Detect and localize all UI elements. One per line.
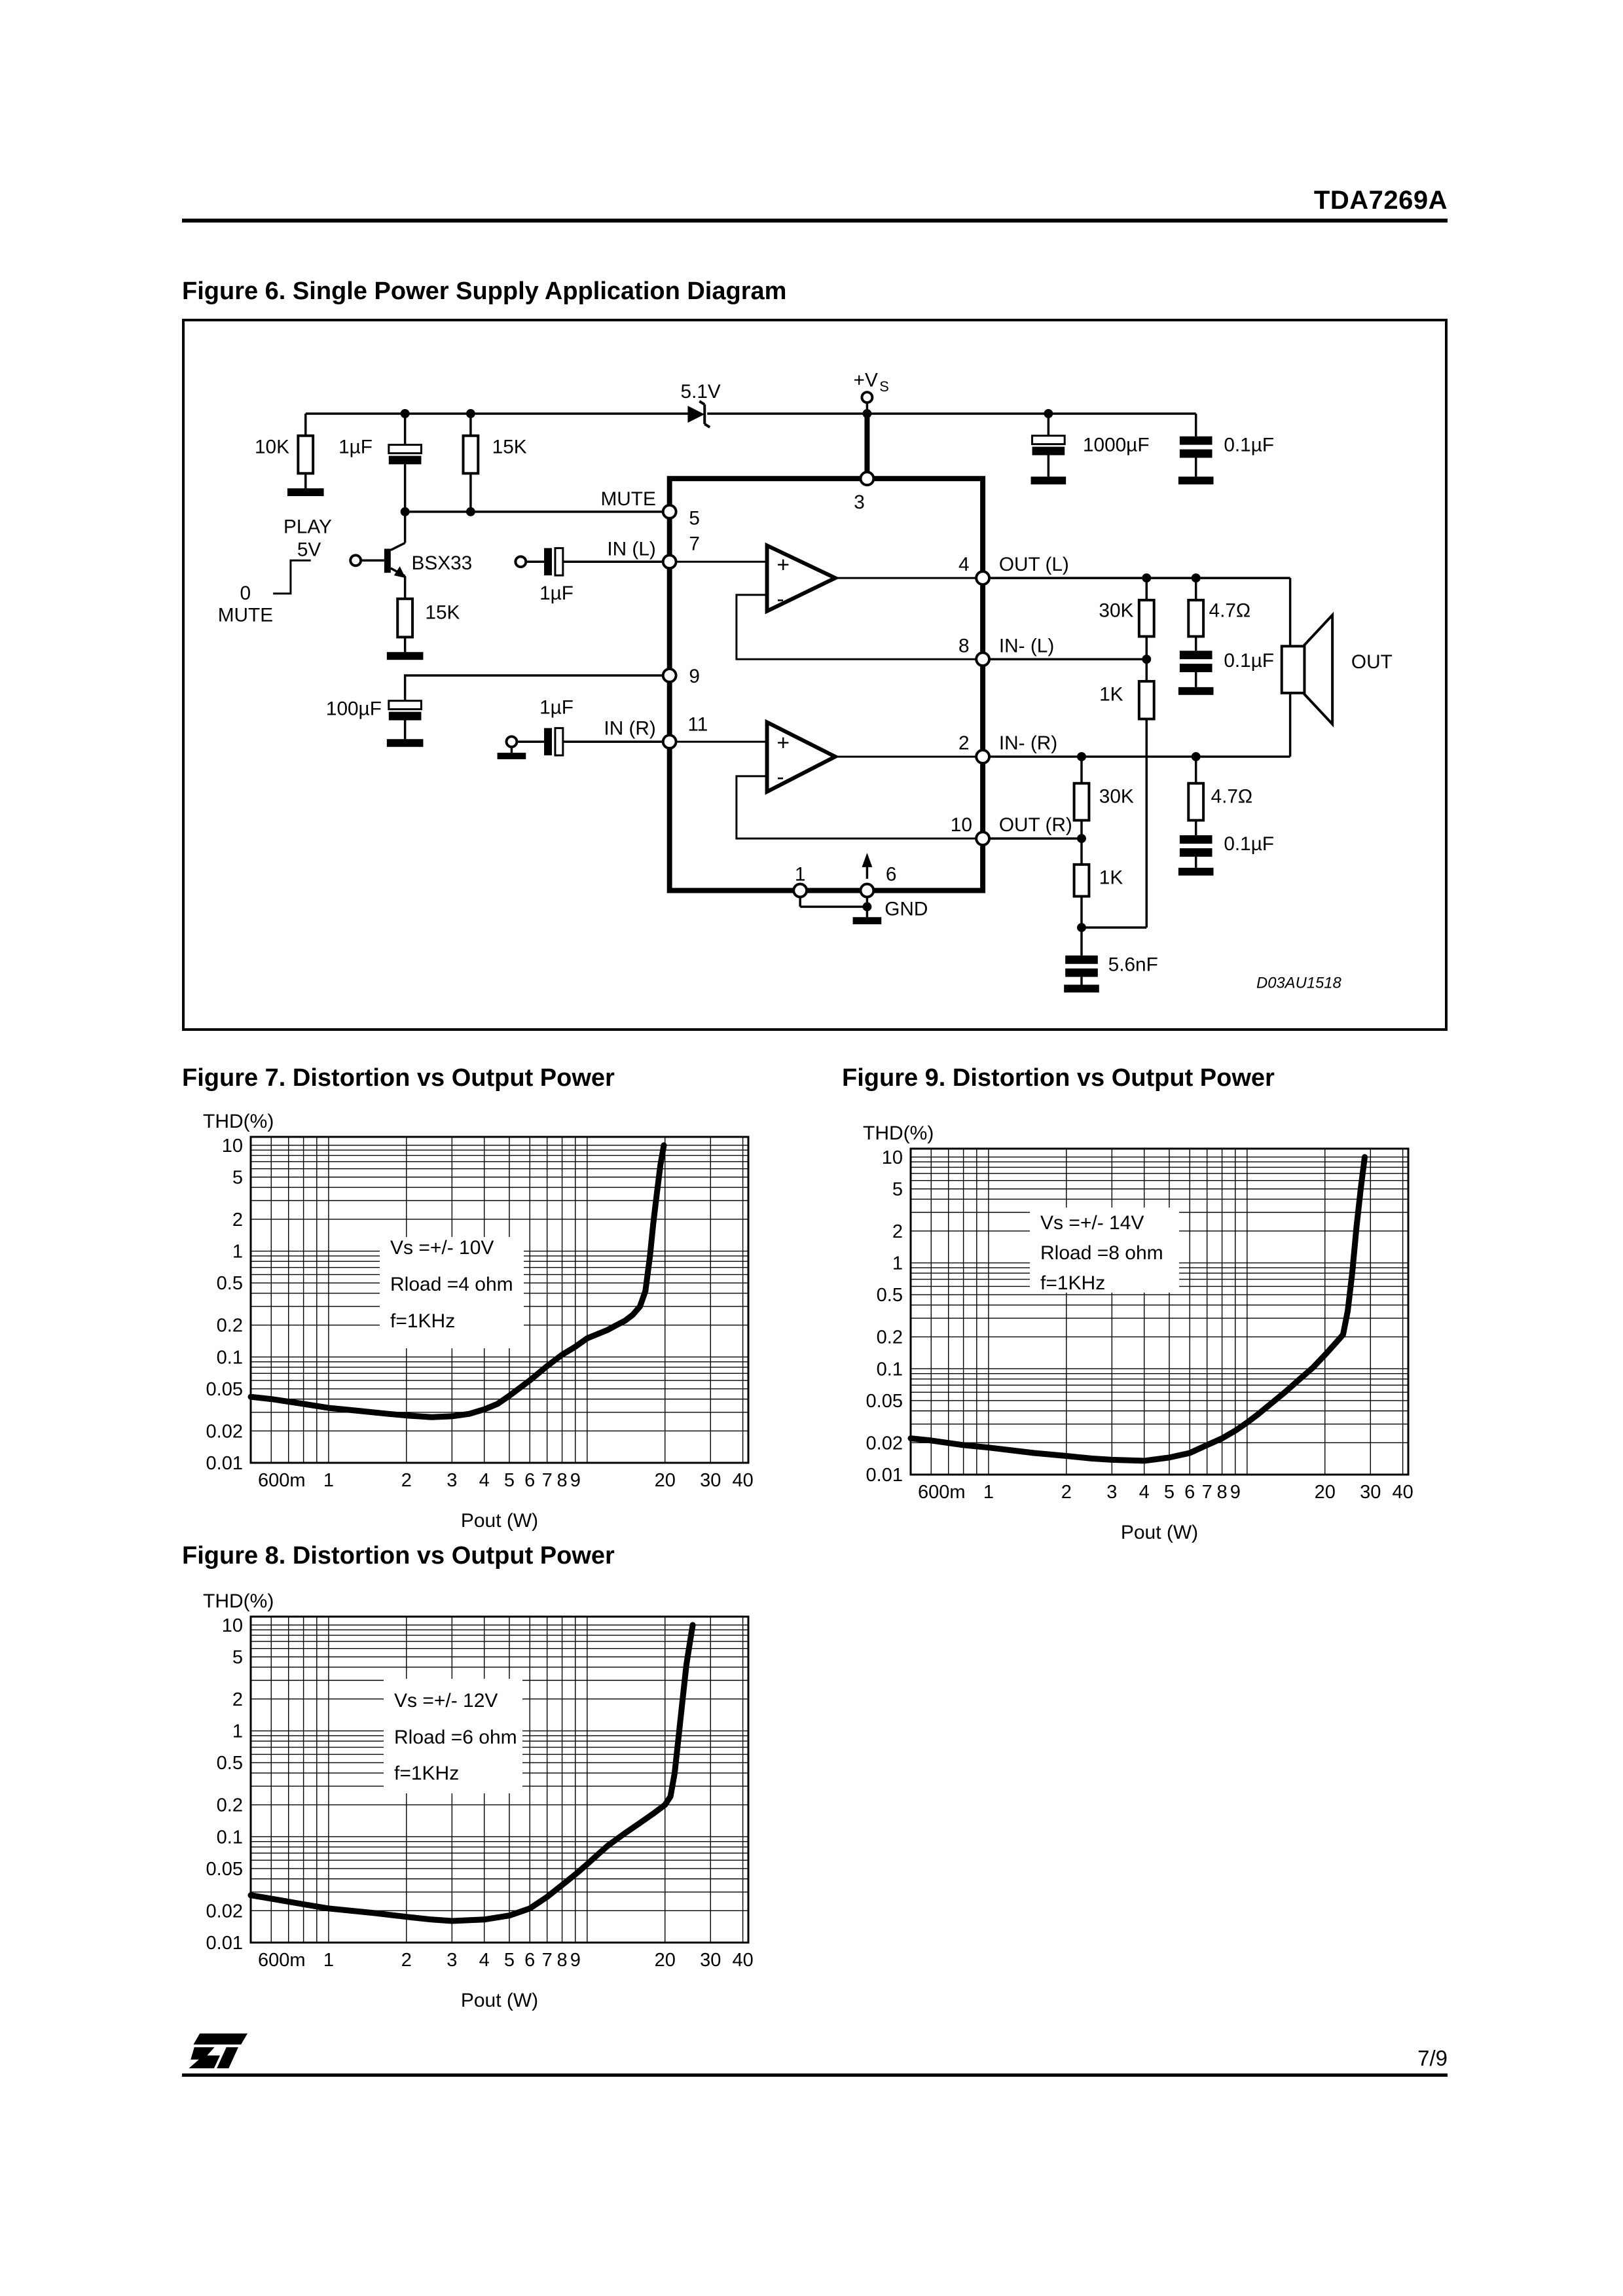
x-tick-label: 6 xyxy=(1184,1482,1195,1503)
y-tick-label: 5 xyxy=(232,1167,243,1189)
y-tick-label: 1 xyxy=(232,1241,243,1263)
figure9-chart xyxy=(855,1122,1431,1543)
annotation-line: Rload =6 ohm xyxy=(394,1727,517,1748)
annotation-line: Rload =8 ohm xyxy=(1040,1242,1163,1264)
annotation-line: Vs =+/- 10V xyxy=(390,1237,494,1259)
figure9-title: Figure 9. Distortion vs Output Power xyxy=(842,1064,1275,1092)
pin4-label: 4 xyxy=(958,554,970,576)
y-tick-label: 1 xyxy=(232,1721,243,1742)
capacitor-1uf-in-left xyxy=(544,548,563,575)
gnd-01uf-right xyxy=(1178,868,1214,876)
x-tick-label: 3 xyxy=(447,1950,458,1971)
x-tick-label: 1 xyxy=(323,1950,334,1971)
pin-6 xyxy=(860,884,873,897)
x-tick-label: 1 xyxy=(323,1470,334,1491)
annotation-line: Rload =4 ohm xyxy=(390,1274,513,1295)
figure7-title: Figure 7. Distortion vs Output Power xyxy=(182,1064,615,1092)
c1uf-inl-label: 1µF xyxy=(539,582,574,604)
r30k-left-label: 30K xyxy=(1099,600,1134,622)
resistor-30k-right xyxy=(1074,783,1089,821)
pin-5 xyxy=(663,505,676,518)
x-tick-label: 20 xyxy=(1314,1482,1336,1503)
st-logo xyxy=(183,2032,247,2073)
y-tick-label: 0.1 xyxy=(216,1347,243,1369)
resistor-30k-left xyxy=(1139,600,1154,637)
gnd-label: GND xyxy=(884,898,928,920)
pin-8 xyxy=(976,653,989,666)
x-tick-label: 30 xyxy=(700,1470,721,1491)
y-axis-title: THD(%) xyxy=(203,1590,274,1612)
x-tick-label: 2 xyxy=(401,1950,412,1971)
y-tick-label: 0.05 xyxy=(866,1390,903,1412)
y-tick-label: 0.02 xyxy=(866,1433,903,1454)
c01uf-supply-label: 0.1µF xyxy=(1224,434,1275,456)
pin9-label: 9 xyxy=(689,665,700,687)
x-tick-label: 9 xyxy=(1230,1482,1241,1503)
x-tick-label: 600m xyxy=(917,1482,966,1503)
mute-0-label: 0 xyxy=(240,582,251,604)
capacitor-1uf-mute xyxy=(389,445,422,454)
c1000uf-label: 1000µF xyxy=(1082,434,1150,456)
x-tick-label: 6 xyxy=(524,1950,536,1971)
play-5v-label: 5V xyxy=(297,539,321,561)
mute-word-label: MUTE xyxy=(217,604,274,626)
page-title: TDA7269A xyxy=(1313,186,1448,215)
in-right-terminal xyxy=(506,736,517,747)
y-axis-title: THD(%) xyxy=(203,1111,274,1132)
resistor-15k-top xyxy=(463,436,478,474)
pin3-label: 3 xyxy=(854,491,865,513)
c1uf-inr-label: 1µF xyxy=(539,696,574,719)
y-tick-label: 10 xyxy=(881,1147,903,1168)
pin-11 xyxy=(663,735,676,748)
r4r7-right-label: 4.7Ω xyxy=(1211,785,1253,808)
y-axis-title: THD(%) xyxy=(863,1122,934,1144)
bsx33-label: BSX33 xyxy=(411,552,473,575)
x-tick-label: 30 xyxy=(700,1950,721,1971)
r10k-label: 10K xyxy=(254,436,289,458)
x-tick-label: 600m xyxy=(257,1950,306,1971)
r4r7-left-label: 4.7Ω xyxy=(1209,600,1251,622)
capacitor-1000uf xyxy=(1032,436,1065,444)
y-tick-label: 0.5 xyxy=(216,1273,243,1295)
y-tick-label: 2 xyxy=(892,1221,903,1242)
out-l-label: OUT (L) xyxy=(998,554,1069,576)
pin1-label: 1 xyxy=(794,863,806,886)
x-tick-label: 5 xyxy=(503,1470,515,1491)
figure6-title: Figure 6. Single Power Supply Application Diagram xyxy=(182,278,787,305)
r1k-right-label: 1K xyxy=(1099,867,1123,889)
gnd-1000uf xyxy=(1031,476,1067,484)
gnd-in-right xyxy=(498,753,526,759)
x-tick-label: 2 xyxy=(401,1470,412,1491)
pin2-label: 2 xyxy=(958,732,970,755)
in-minus-r-label: IN- (R) xyxy=(998,732,1058,755)
y-tick-label: 0.1 xyxy=(216,1827,243,1848)
x-tick-label: 2 xyxy=(1061,1482,1072,1503)
gnd-01uf-supply xyxy=(1178,476,1214,484)
pin-9 xyxy=(663,669,676,682)
x-tick-label: 8 xyxy=(556,1470,568,1491)
x-tick-label: 3 xyxy=(1106,1482,1118,1503)
capacitor-01uf-supply xyxy=(1180,437,1213,458)
vs-label: +V xyxy=(853,369,878,391)
thd-curve xyxy=(911,1157,1365,1461)
pin-7 xyxy=(663,555,676,568)
c5nf6-label: 5.6nF xyxy=(1108,954,1158,976)
y-tick-label: 0.2 xyxy=(216,1315,243,1336)
capacitor-5nf6 xyxy=(1065,956,1098,977)
figure8-chart xyxy=(195,1590,771,2011)
c100uf-label: 100µF xyxy=(325,698,382,720)
pin6-label: 6 xyxy=(885,863,897,886)
y-tick-label: 0.02 xyxy=(206,1901,243,1922)
x-axis-title: Pout (W) xyxy=(460,1990,539,2011)
annotation-line: Vs =+/- 14V xyxy=(1040,1212,1144,1234)
plot-border xyxy=(911,1149,1408,1475)
diagram-code: D03AU1518 xyxy=(1256,974,1341,992)
resistor-4r7-left xyxy=(1188,600,1203,637)
x-tick-label: 7 xyxy=(541,1950,553,1971)
annotation-line: f=1KHz xyxy=(1040,1272,1106,1294)
resistor-1k-left xyxy=(1139,681,1154,719)
annotation-line: f=1KHz xyxy=(390,1310,456,1332)
pin5-label: 5 xyxy=(689,507,700,529)
gnd-01uf-left xyxy=(1178,687,1214,695)
x-tick-label: 5 xyxy=(503,1950,515,1971)
vs-label-sub: S xyxy=(879,378,889,395)
pin-3 xyxy=(860,472,873,485)
gnd-arrow-icon xyxy=(862,853,872,867)
pin8-label: 8 xyxy=(958,635,970,657)
page-number: 7/9 xyxy=(1417,2046,1448,2070)
r15k-emitter-label: 15K xyxy=(425,601,460,624)
x-tick-label: 6 xyxy=(524,1470,536,1491)
y-tick-label: 0.5 xyxy=(216,1753,243,1774)
mute-input-terminal xyxy=(350,555,361,565)
x-tick-label: 9 xyxy=(570,1950,581,1971)
gnd-ic xyxy=(853,917,882,924)
annotation-line: f=1KHz xyxy=(394,1763,460,1784)
x-tick-label: 7 xyxy=(541,1470,553,1491)
x-tick-label: 40 xyxy=(1392,1482,1413,1503)
y-tick-label: 0.2 xyxy=(876,1327,903,1348)
vs-terminal xyxy=(862,392,872,403)
x-tick-label: 600m xyxy=(257,1470,306,1491)
gnd-5nf6 xyxy=(1064,984,1099,992)
y-tick-label: 0.1 xyxy=(876,1359,903,1380)
header-rule xyxy=(182,219,1448,223)
pin-4 xyxy=(976,571,989,584)
y-tick-label: 2 xyxy=(232,1689,243,1710)
pin7-label: 7 xyxy=(689,533,700,555)
figure7-chart xyxy=(195,1111,771,1532)
zener-diode-icon xyxy=(687,401,710,427)
application-circuit-schematic xyxy=(185,321,1445,1028)
in-minus-l-label: IN- (L) xyxy=(998,635,1055,657)
figure6-diagram-box xyxy=(182,319,1448,1031)
x-tick-label: 7 xyxy=(1201,1482,1213,1503)
x-tick-label: 5 xyxy=(1163,1482,1175,1503)
resistor-15k-emitter xyxy=(397,599,412,637)
figure8-title: Figure 8. Distortion vs Output Power xyxy=(182,1542,615,1570)
y-tick-label: 10 xyxy=(221,1135,243,1157)
y-tick-label: 0.5 xyxy=(876,1285,903,1306)
capacitor-100uf-plate xyxy=(389,712,422,721)
y-tick-label: 5 xyxy=(892,1179,903,1200)
y-tick-label: 2 xyxy=(232,1209,243,1230)
capacitor-01uf-left xyxy=(1180,651,1213,672)
out-r-label: OUT (R) xyxy=(998,814,1072,836)
x-tick-label: 8 xyxy=(556,1950,568,1971)
zener-label: 5.1V xyxy=(680,381,721,403)
y-tick-label: 0.05 xyxy=(206,1858,243,1880)
y-tick-label: 0.02 xyxy=(206,1421,243,1443)
gnd-10k xyxy=(287,488,324,496)
gnd-100uf xyxy=(387,739,424,747)
x-tick-label: 40 xyxy=(732,1950,754,1971)
y-tick-label: 1 xyxy=(892,1253,903,1274)
pin11-label: 11 xyxy=(687,713,708,736)
r1k-left-label: 1K xyxy=(1099,683,1123,706)
x-tick-label: 8 xyxy=(1216,1482,1228,1503)
play-label: PLAY xyxy=(283,516,332,538)
opamp-right-minus: - xyxy=(776,764,784,789)
resistor-10k xyxy=(298,436,313,474)
footer-rule xyxy=(182,2073,1448,2077)
annotation-line: Vs =+/- 12V xyxy=(394,1690,498,1712)
x-tick-label: 1 xyxy=(983,1482,994,1503)
opamp-right-plus: + xyxy=(776,730,790,756)
circuit-wires xyxy=(273,403,1290,984)
resistor-1k-right xyxy=(1074,865,1089,897)
pin-10 xyxy=(976,832,989,845)
resistor-4r7-right xyxy=(1188,783,1203,821)
x-tick-label: 3 xyxy=(447,1470,458,1491)
x-tick-label: 4 xyxy=(479,1950,490,1971)
in-l-label: IN (L) xyxy=(607,538,656,560)
x-tick-label: 40 xyxy=(732,1470,754,1491)
y-tick-label: 0.05 xyxy=(206,1378,243,1400)
x-axis-title: Pout (W) xyxy=(1120,1522,1199,1543)
capacitor-1uf-mute-plate xyxy=(389,456,422,464)
r15k-top-label: 15K xyxy=(492,436,527,458)
y-tick-label: 5 xyxy=(232,1647,243,1668)
capacitor-1000uf-plate xyxy=(1032,447,1065,456)
y-tick-label: 0.01 xyxy=(206,1933,243,1954)
ic-tda7269a-body xyxy=(670,478,983,890)
pin10-label: 10 xyxy=(950,814,972,836)
opamp-left-minus: - xyxy=(776,586,784,611)
x-tick-label: 4 xyxy=(479,1470,490,1491)
c01uf-left-label: 0.1µF xyxy=(1224,650,1275,672)
capacitor-100uf xyxy=(389,701,422,709)
x-tick-label: 9 xyxy=(570,1470,581,1491)
y-tick-label: 10 xyxy=(221,1615,243,1636)
y-tick-label: 0.2 xyxy=(216,1795,243,1816)
x-tick-label: 30 xyxy=(1360,1482,1381,1503)
x-axis-title: Pout (W) xyxy=(460,1510,539,1532)
c1uf-mute-label: 1µF xyxy=(338,436,373,458)
c01uf-right-label: 0.1µF xyxy=(1224,833,1275,855)
x-tick-label: 4 xyxy=(1139,1482,1150,1503)
in-r-label: IN (R) xyxy=(604,717,656,740)
y-tick-label: 0.01 xyxy=(866,1465,903,1486)
in-left-terminal xyxy=(515,556,526,567)
r30k-right-label: 30K xyxy=(1099,785,1134,808)
x-tick-label: 20 xyxy=(654,1950,676,1971)
pin-2 xyxy=(976,750,989,763)
capacitor-1uf-in-right xyxy=(544,728,563,755)
gnd-emitter xyxy=(387,652,424,660)
mute-net-label: MUTE xyxy=(600,488,656,510)
x-tick-label: 20 xyxy=(654,1470,676,1491)
capacitor-01uf-right xyxy=(1180,835,1213,857)
transistor-bsx33-icon xyxy=(384,548,406,578)
y-tick-label: 0.01 xyxy=(206,1453,243,1474)
out-label: OUT xyxy=(1351,651,1393,673)
opamp-left-plus: + xyxy=(776,552,790,578)
pin-1 xyxy=(793,884,807,897)
